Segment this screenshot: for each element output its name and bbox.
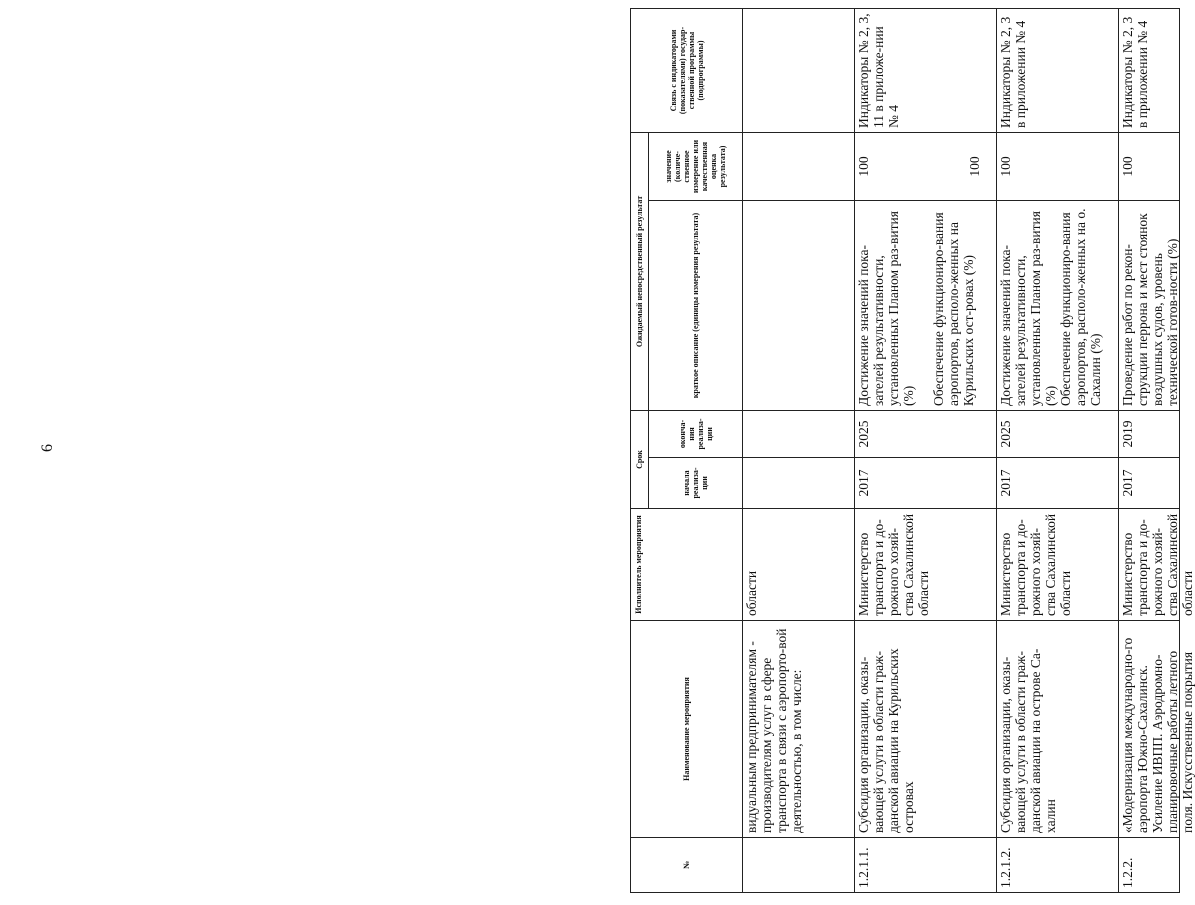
row-1-number: 1.2.1.1. bbox=[856, 847, 871, 888]
header-name: Наименование мероприятия bbox=[682, 677, 691, 781]
header-term-start: начала реализа-ции bbox=[682, 467, 709, 499]
result-item: Обеспечение функциониро-вания аэропортов, располо-женных на Курильских ост-ровах (%) bbox=[931, 212, 976, 406]
row-3-executor: Министерство транспорта и до-рожного хозяй-ства Сахалинской области bbox=[1120, 513, 1195, 616]
row-2-start-year: 2017 bbox=[998, 469, 1013, 497]
row-3-number: 1.2.2. bbox=[1120, 857, 1135, 888]
row-1-name: Субсидия организации, оказы-вающей услуги в области граж-данской авиации на Курильских островах bbox=[856, 648, 916, 833]
row-0-number bbox=[743, 838, 854, 892]
row-2-result bbox=[997, 201, 1118, 410]
header-result-value: значение (количе-ственное измерение или качественная оценка результата) bbox=[664, 139, 727, 194]
page-number: 6 bbox=[39, 444, 56, 452]
result-item: Обеспечение функциониро-вания аэропортов, располо-женных на о. Сахалин (%) bbox=[1058, 208, 1103, 406]
measures-table bbox=[630, 8, 1195, 893]
row-3-indicator-link: Индикаторы № 2, 3 в приложении № 4 bbox=[1120, 16, 1150, 128]
row-2-indicator-link: Индикаторы № 2, 3 в приложении № 4 bbox=[998, 16, 1028, 128]
row-0-executor: области bbox=[744, 570, 759, 616]
row-1-value-a: 100 bbox=[856, 156, 871, 177]
row-2-number: 1.2.1.2. bbox=[998, 847, 1013, 888]
row-1-value-b: 100 bbox=[967, 156, 982, 177]
header-term: Срок bbox=[635, 450, 644, 469]
row-1-result bbox=[855, 201, 996, 410]
row-1-start-year: 2017 bbox=[856, 469, 871, 497]
header-executor: Исполнитель мероприятия bbox=[634, 515, 643, 614]
row-1-indicator-link: Индикаторы № 2, 3, 11 в приложе-нии № 4 bbox=[856, 13, 901, 128]
row-0-name: видуальным предпринимателям - производителям услуг в сфере транспорта в связи с аэропорто-вой деятельностью, в том числе: bbox=[744, 628, 804, 833]
row-2-value: 100 bbox=[998, 156, 1013, 177]
row-2-end-year: 2025 bbox=[998, 420, 1013, 448]
row-3-name: «Модернизация международно-го аэропорта Южно-Сахалинск. Усиление ИВПП. Аэродромно-планировочные работы летного поля. Искусственные покрытия bbox=[1120, 637, 1195, 833]
result-item: Достижение значений пока-зателей результативности, установленных Планом раз-вития (%) bbox=[856, 211, 916, 406]
header-result-description: краткое описание (единицы измерения результата) bbox=[691, 212, 700, 399]
row-3-value: 100 bbox=[1120, 156, 1135, 177]
header-indicator-link: Связь с индикаторами (показателями) государ-ственной программы (подпрограммы) bbox=[668, 26, 705, 115]
result-item: Достижение значений пока-зателей результативности, установленных Планом раз-вития (%) bbox=[998, 211, 1058, 406]
header-term-end: оконча-ния реализа-ции bbox=[677, 418, 714, 450]
row-3-result: Проведение работ по рекон-струкции перрона и мест стоянок воздушных судов, уровень технической готов-ности (%) bbox=[1120, 213, 1180, 406]
header-no: № bbox=[682, 860, 691, 870]
row-1-executor: Министерство транспорта и до-рожного хозяй-ства Сахалинской области bbox=[856, 513, 931, 616]
row-2-name: Субсидия организации, оказы-вающей услуги в области граж-данской авиации на острове Са-халин bbox=[998, 648, 1058, 833]
row-3-end-year: 2019 bbox=[1120, 420, 1135, 448]
header-expected-result: Ожидаемый непосредственный результат bbox=[635, 195, 644, 348]
row-3-start-year: 2017 bbox=[1120, 469, 1135, 497]
row-1-end-year: 2025 bbox=[856, 420, 871, 448]
row-2-executor: Министерство транспорта и до-рожного хозяй-ства Сахалинской области bbox=[998, 513, 1073, 616]
